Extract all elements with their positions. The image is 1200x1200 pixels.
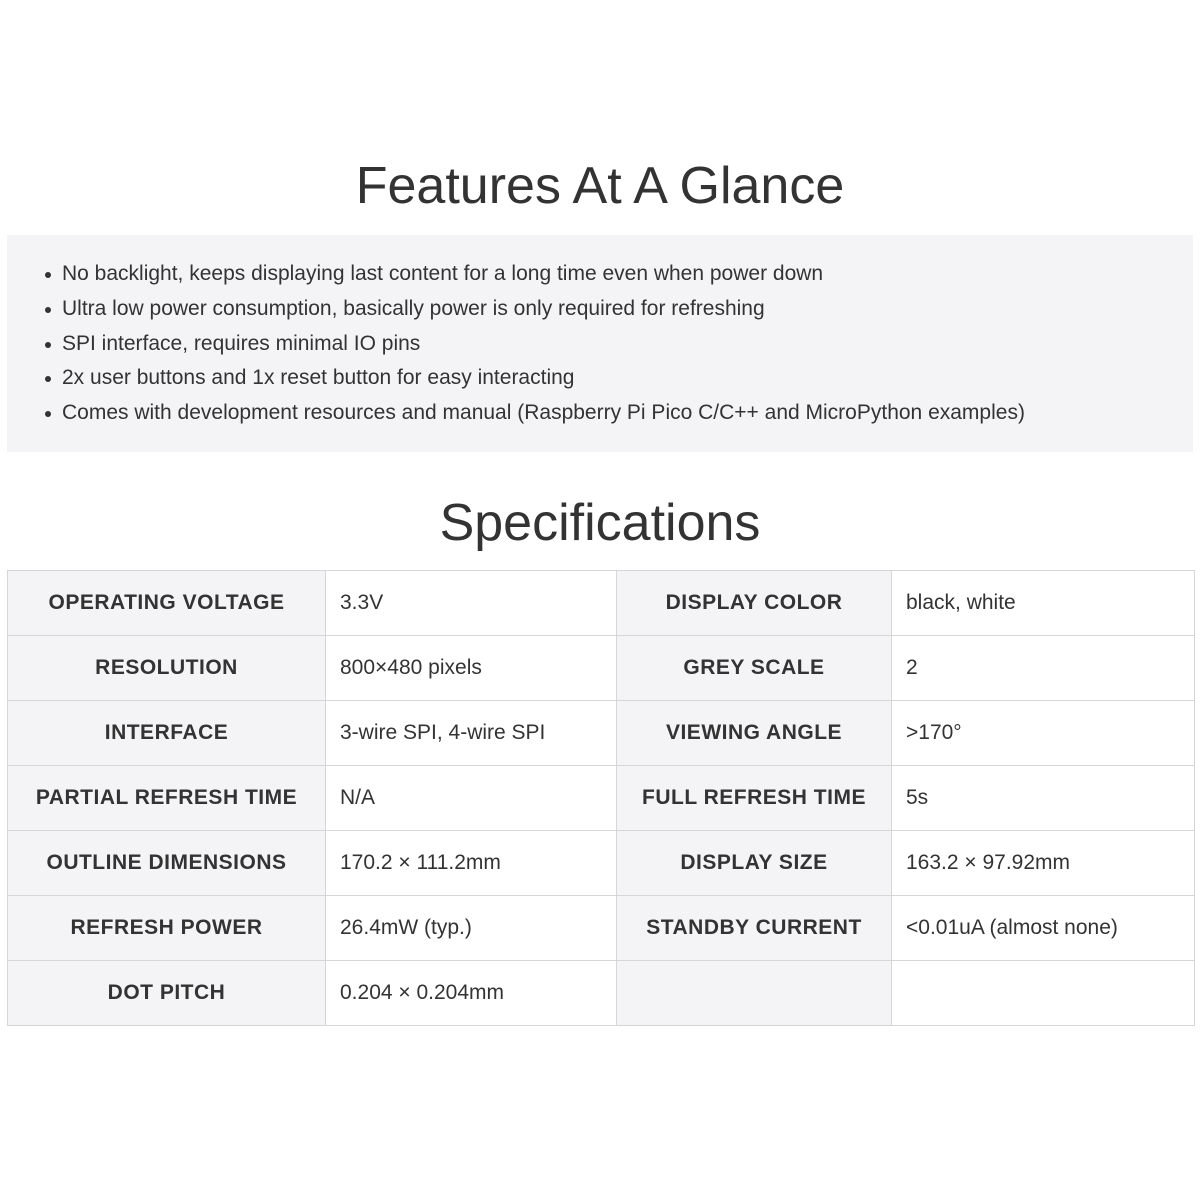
features-panel bbox=[7, 235, 1193, 452]
spec-key: REFRESH POWER bbox=[8, 896, 326, 961]
spec-value-empty bbox=[892, 961, 1195, 1026]
feature-item bbox=[45, 361, 1193, 396]
features-title: Features At A Glance bbox=[355, 157, 845, 215]
feature-item bbox=[45, 396, 1193, 431]
bullet-icon bbox=[45, 342, 51, 348]
spec-key: INTERFACE bbox=[8, 701, 326, 766]
spec-value: 170.2 × 111.2mm bbox=[326, 831, 617, 896]
table-row bbox=[8, 766, 1195, 831]
feature-text: 2x user buttons and 1x reset button for easy interacting bbox=[62, 366, 575, 390]
spec-value: 3-wire SPI, 4-wire SPI bbox=[326, 701, 617, 766]
spec-value: N/A bbox=[326, 766, 617, 831]
spec-key: OUTLINE DIMENSIONS bbox=[8, 831, 326, 896]
feature-item bbox=[45, 292, 1193, 327]
spec-value: <0.01uA (almost none) bbox=[892, 896, 1195, 961]
bullet-icon bbox=[45, 376, 51, 382]
spec-value: 5s bbox=[892, 766, 1195, 831]
bullet-icon bbox=[45, 272, 51, 278]
specifications-table bbox=[7, 570, 1195, 1026]
spec-key: DISPLAY COLOR bbox=[617, 571, 892, 636]
spec-key: DOT PITCH bbox=[8, 961, 326, 1026]
spec-key-empty bbox=[617, 961, 892, 1026]
spec-value: 163.2 × 97.92mm bbox=[892, 831, 1195, 896]
feature-text: Ultra low power consumption, basically power is only required for refreshing bbox=[62, 296, 765, 320]
features-list bbox=[7, 235, 1193, 431]
specifications-title: Specifications bbox=[439, 494, 761, 552]
table-row bbox=[8, 701, 1195, 766]
spec-value: 0.204 × 0.204mm bbox=[326, 961, 617, 1026]
table-row bbox=[8, 961, 1195, 1026]
spec-key: STANDBY CURRENT bbox=[617, 896, 892, 961]
table-row bbox=[8, 896, 1195, 961]
bullet-icon bbox=[45, 411, 51, 417]
bullet-icon bbox=[45, 307, 51, 313]
table-row bbox=[8, 636, 1195, 701]
spec-key: FULL REFRESH TIME bbox=[617, 766, 892, 831]
spec-key: GREY SCALE bbox=[617, 636, 892, 701]
spec-value: >170° bbox=[892, 701, 1195, 766]
feature-item bbox=[45, 257, 1193, 292]
table-row bbox=[8, 831, 1195, 896]
spec-key: RESOLUTION bbox=[8, 636, 326, 701]
spec-key: PARTIAL REFRESH TIME bbox=[8, 766, 326, 831]
feature-text: No backlight, keeps displaying last content for a long time even when power down bbox=[62, 262, 824, 285]
feature-item bbox=[45, 327, 1193, 362]
spec-key: VIEWING ANGLE bbox=[617, 701, 892, 766]
spec-value: 3.3V bbox=[326, 571, 617, 636]
spec-key: OPERATING VOLTAGE bbox=[8, 571, 326, 636]
spec-value: 26.4mW (typ.) bbox=[326, 896, 617, 961]
table-row bbox=[8, 571, 1195, 636]
spec-key: DISPLAY SIZE bbox=[617, 831, 892, 896]
feature-text: SPI interface, requires minimal IO pins bbox=[62, 331, 421, 355]
feature-text: Comes with development resources and manual (Raspberry Pi Pico C/C++ and MicroPython examples) bbox=[62, 401, 1025, 425]
spec-value: 2 bbox=[892, 636, 1195, 701]
spec-value: 800×480 pixels bbox=[326, 636, 617, 701]
spec-value: black, white bbox=[892, 571, 1195, 636]
